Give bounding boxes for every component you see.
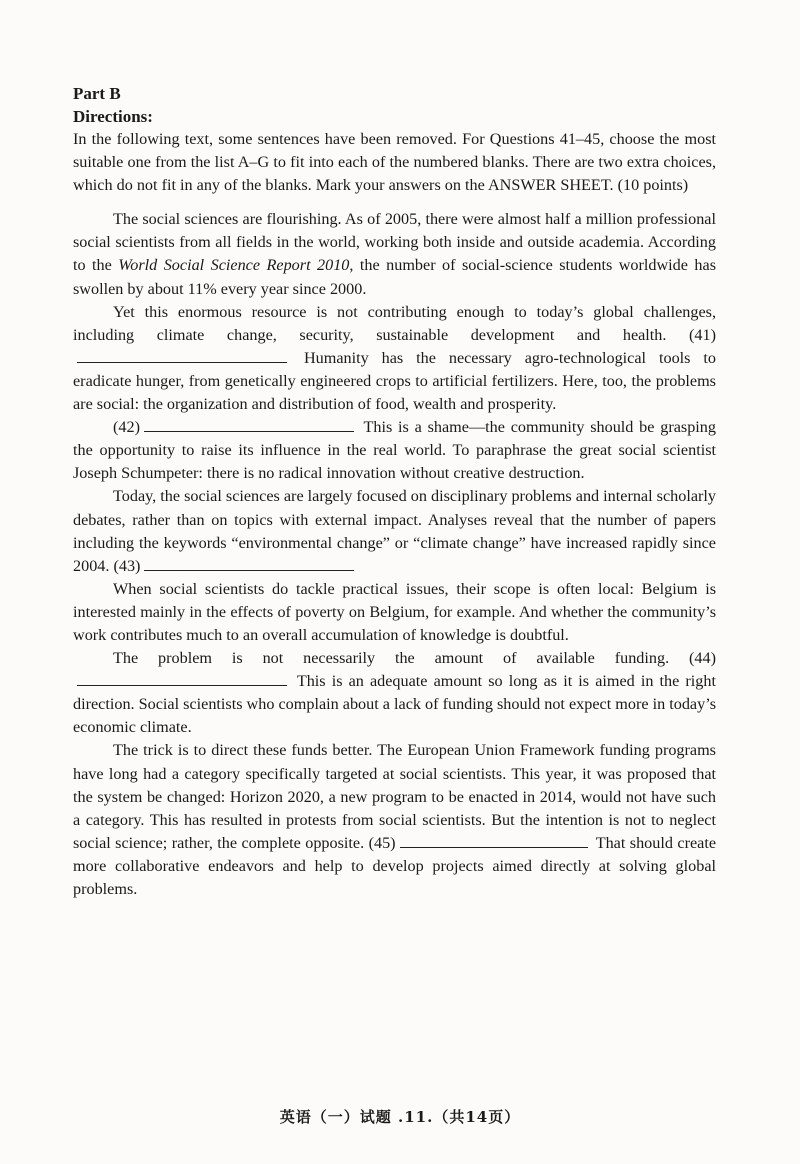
part-heading: Part B [73, 84, 121, 103]
paragraph-4-text: Today, the social sciences are largely focused on disciplinary problems and internal scholarly debates, rather than on topics with external impact. Analyses reveal that the number of papers including the keywords “environmental change” or “climate change” have increased rapidly since 2004. [73, 487, 716, 575]
paragraph-5: When social scientists do tackle practical issues, their scope is often local: Belgium is interested mainly in the effects of poverty on Belgium, for example. And whether the community’s work contributes much to an overall accumulation of knowledge is doubtful. [73, 579, 716, 644]
paragraph-2-text-a: Yet this enormous resource is not contributing enough to today’s global challenges, including climate change, security, sustainable development and health. [73, 302, 716, 344]
answer-blank-44 [77, 671, 287, 686]
question-45-number: (45) [368, 833, 396, 852]
paragraph-1-text-a: The social sciences are flourishing. As of 2005, there were almost half a million professional social scientists from all fields in the world, working both inside and outside academia. According to the [73, 210, 716, 275]
paragraph-2-text-b: Humanity has the necessary agro-technological tools to eradicate hunger, from genetically engineered crops to artificial fertilizers. Here, too, the problems are social: the organization and distribution of food, wealth and prosperity. [73, 348, 716, 414]
page-footer: 英语（一）试题 .11.（共14页） [279, 1108, 521, 1126]
answer-blank-45 [400, 833, 588, 848]
paragraph-2 [73, 301, 716, 416]
question-41-number: (41) [689, 325, 716, 344]
paragraph-3-text: This is a shame—the community should be grasping the opportunity to raise its influence in the real world. To paraphrase the great social scientist Joseph Schumpeter: there is no radical innovation without creative destruction. [73, 418, 716, 483]
paragraph-1 [73, 208, 716, 300]
paragraph-6-text-a: The problem is not necessarily the amount of available funding. [113, 649, 670, 668]
paragraph-1-text-b: , the number of social-science students worldwide has swollen by about 11% every year since 2000. [73, 256, 716, 298]
report-title: World Social Science Report 2010 [118, 256, 350, 275]
paragraph-7-text-a: The trick is to direct these funds better. The European Union Framework funding programs have long had a category specifically targeted at social scientists. This year, it was proposed that the system be changed: Horizon 2020, a new program to be enacted in 2014, would not have such a category. This has resulted in protests from social scientists. But the intention is not to neglect social science; rather, the complete opposite. [73, 741, 716, 852]
answer-blank-41 [77, 348, 287, 363]
paragraph-6 [73, 647, 716, 739]
paragraph-3 [73, 416, 716, 485]
paragraph-7 [73, 739, 716, 901]
question-43-number: (43) [113, 556, 141, 575]
exam-page [73, 82, 716, 901]
answer-blank-42 [144, 417, 354, 432]
question-44-number: (44) [689, 649, 716, 668]
paragraph-4 [73, 485, 716, 577]
question-42-number: (42) [113, 418, 140, 437]
answer-blank-43 [144, 556, 354, 571]
directions-text: In the following text, some sentences have been removed. For Questions 41–45, choose the most suitable one from the list A–G to fit into each of the numbered blanks. There are two extra choices, which do not fit in any of the blanks. Mark your answers on the ANSWER SHEET. (10 points) [73, 130, 716, 195]
directions-heading: Directions: [73, 107, 153, 126]
paragraph-7-text-b: That should create more collaborative endeavors and help to develop projects aimed directly at solving global problems. [73, 833, 717, 898]
paragraph-6-text-b: This is an adequate amount so long as it is aimed in the right direction. Social scientists who complain about a lack of funding should not expect more in today’s economic climate. [73, 672, 716, 737]
